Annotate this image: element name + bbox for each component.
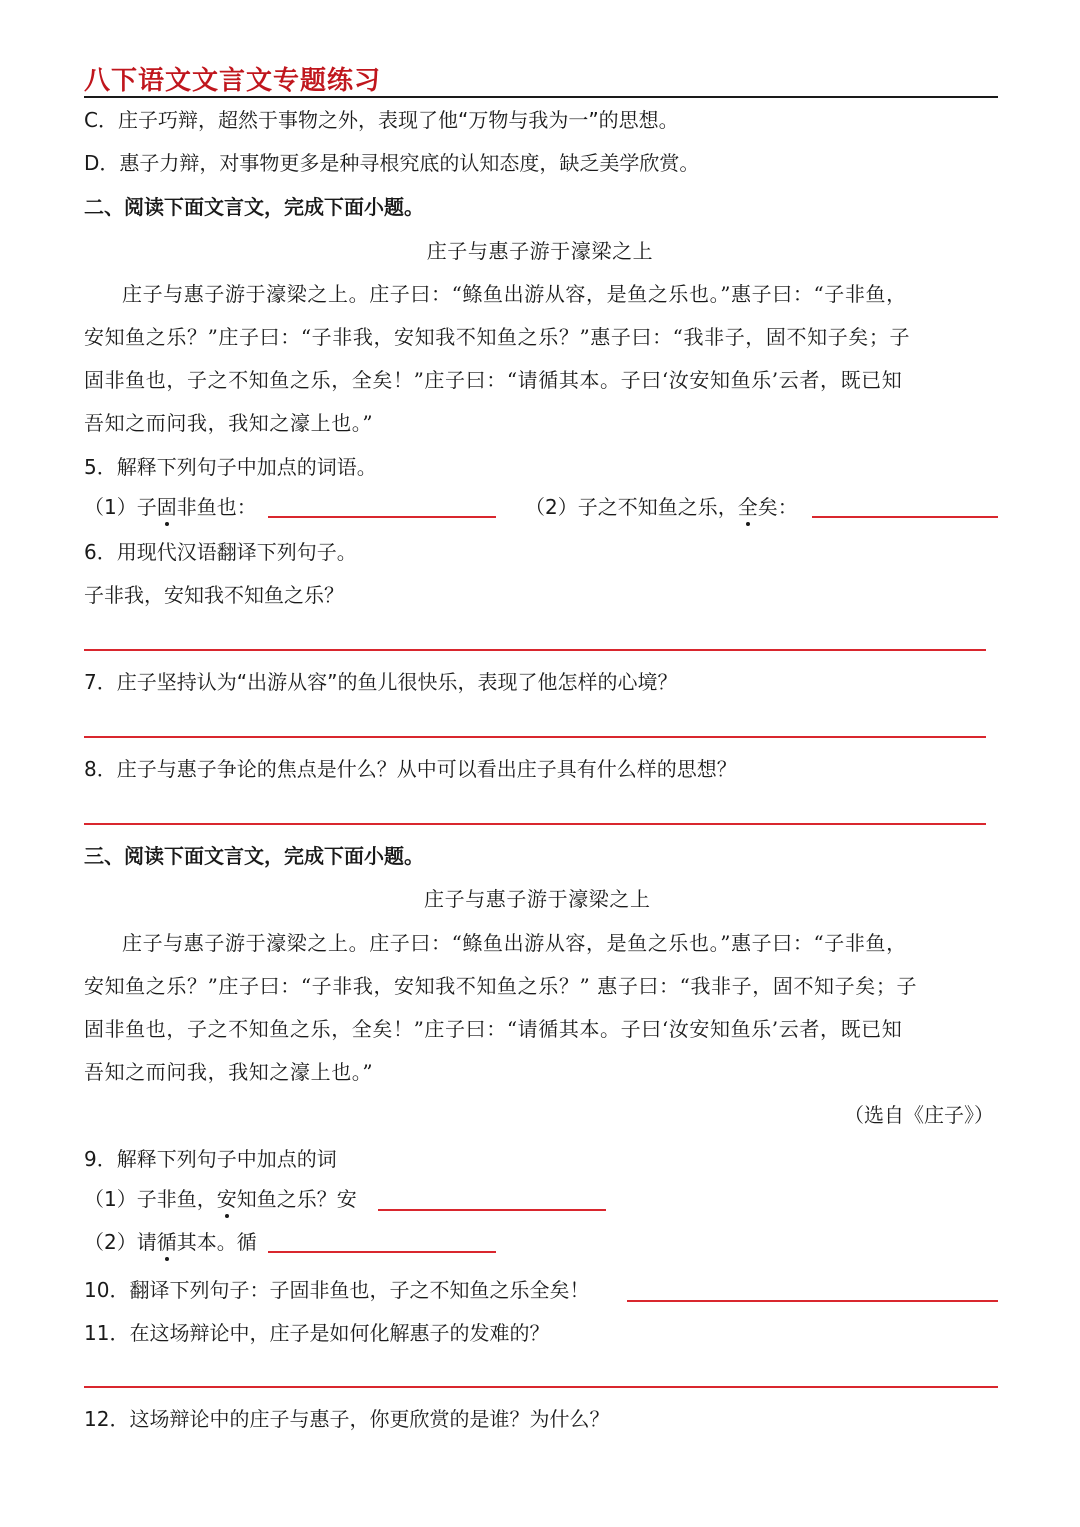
q11-answer-line[interactable]: [84, 1386, 998, 1388]
q9-item-2-answer-line[interactable]: [268, 1251, 496, 1253]
q5-item-2-answer-line[interactable]: [812, 516, 998, 518]
section-3-passage-title: 庄子与惠子游于濠梁之上: [424, 887, 651, 911]
section-3-passage-line-2: 安知鱼之乐？”庄子曰：“子非我，安知我不知鱼之乐？” 惠子曰：“我非子，固不知子矣；子: [84, 974, 918, 998]
q9-item1-prefix: （1）子非鱼，: [84, 1187, 217, 1211]
q7-answer-line[interactable]: [84, 736, 986, 738]
q6-answer-line[interactable]: [84, 649, 986, 651]
q5-item2-prefix: （2）子之不知鱼之乐，: [525, 495, 738, 519]
question-12-stem: 12．这场辩论中的庄子与惠子，你更欣赏的是谁？为什么？: [84, 1407, 610, 1431]
question-5-item-1: [84, 493, 257, 521]
question-5-stem: 5．解释下列句子中加点的词语。: [84, 455, 377, 479]
section-3-source: （选自《庄子》）: [844, 1103, 994, 1127]
question-6-stem: 6．用现代汉语翻译下列句子。: [84, 540, 357, 564]
section-2-passage-line-1: 庄子与惠子游于濠梁之上。庄子曰：“鲦鱼出游从容，是鱼之乐也。”惠子曰：“子非鱼，: [122, 282, 907, 306]
section-2-passage-line-4: 吾知之而问我，我知之濠上也。”: [84, 411, 374, 435]
q10-answer-line[interactable]: [627, 1300, 998, 1302]
q5-item1-suffix: 非鱼也：: [176, 495, 257, 519]
section-3-passage-line-1: 庄子与惠子游于濠梁之上。庄子曰：“鲦鱼出游从容，是鱼之乐也。”惠子曰：“子非鱼，: [122, 931, 907, 955]
question-11-stem: 11．在这场辩论中，庄子是如何化解惠子的发难的？: [84, 1321, 550, 1345]
q9-item1-dotted-word: 安: [216, 1187, 237, 1211]
q9-item2-suffix: 其本。循: [176, 1230, 257, 1254]
question-5-item-2: [525, 493, 798, 521]
q9-item1-suffix: 知鱼之乐？安: [236, 1187, 357, 1211]
question-10-stem: 10．翻译下列句子：子固非鱼也，子之不知鱼之乐全矣！: [84, 1278, 590, 1302]
q5-item2-dotted-word: 全: [737, 495, 758, 519]
q5-item-1-answer-line[interactable]: [268, 516, 496, 518]
q9-item2-prefix: （2）请: [84, 1230, 157, 1254]
section-2-passage-title: 庄子与惠子游于濠梁之上: [426, 239, 654, 263]
section-2-passage-line-2: 安知鱼之乐？”庄子曰：“子非我，安知我不知鱼之乐？”惠子曰：“我非子，固不知子矣；子: [84, 325, 911, 349]
section-2-passage-line-3: 固非鱼也，子之不知鱼之乐，全矣！”庄子曰：“请循其本。子曰‘汝安知鱼乐’云者，既已知: [84, 368, 903, 392]
page-header-title: 八下语文文言文专题练习: [84, 66, 382, 96]
option-c: C．庄子巧辩，超然于事物之外，表现了他“万物与我为一”的思想。: [84, 108, 679, 132]
header-rule: [84, 96, 998, 98]
q9-item2-dotted-word: 循: [156, 1230, 177, 1254]
q9-item-1-answer-line[interactable]: [378, 1209, 606, 1211]
q5-item1-dotted-word: 固: [156, 495, 177, 519]
section-3-passage-line-3: 固非鱼也，子之不知鱼之乐，全矣！”庄子曰：“请循其本。子曰‘汝安知鱼乐’云者，既已知: [84, 1017, 903, 1041]
section-3-passage-line-4: 吾知之而问我，我知之濠上也。”: [84, 1060, 374, 1084]
question-9-item-1: [84, 1185, 357, 1213]
question-6-sentence: 子非我，安知我不知鱼之乐？: [84, 583, 344, 607]
question-9-stem: 9．解释下列句子中加点的词: [84, 1147, 337, 1171]
q8-answer-line[interactable]: [84, 823, 986, 825]
section-2-heading: 二、阅读下面文言文，完成下面小题。: [84, 195, 424, 219]
section-3-heading: 三、阅读下面文言文，完成下面小题。: [84, 844, 424, 868]
q5-item2-suffix: 矣：: [757, 495, 798, 519]
option-d: D．惠子力辩，对事物更多是种寻根究底的认知态度，缺乏美学欣赏。: [84, 151, 700, 175]
question-9-item-2: [84, 1228, 257, 1256]
q5-item1-prefix: （1）子: [84, 495, 157, 519]
question-7-stem: 7．庄子坚持认为“出游从容”的鱼儿很快乐，表现了他怎样的心境？: [84, 670, 678, 694]
question-8-stem: 8．庄子与惠子争论的焦点是什么？从中可以看出庄子具有什么样的思想？: [84, 757, 737, 781]
